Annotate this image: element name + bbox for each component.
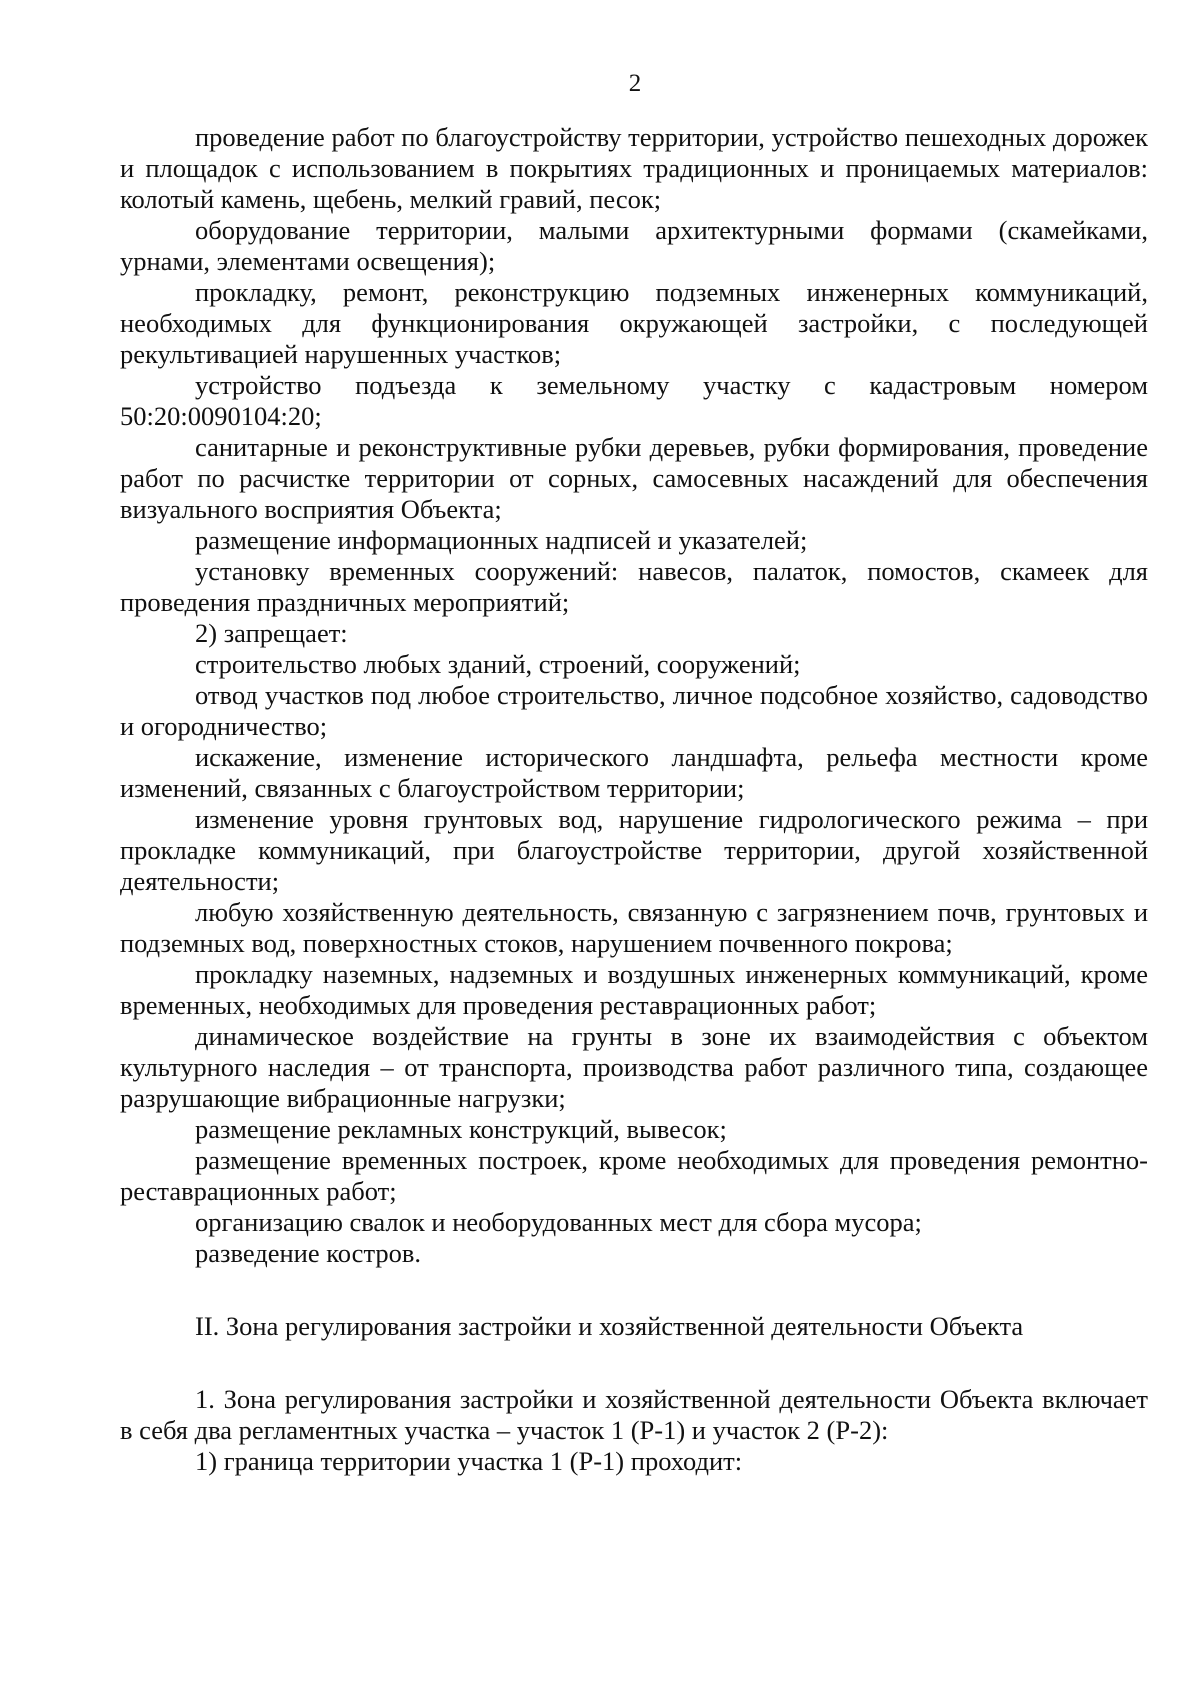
paragraph: разведение костров. (195, 1238, 421, 1268)
paragraph: размещение информационных надписей и указателей; (195, 525, 808, 555)
paragraph: санитарные и реконструктивные рубки деревьев, рубки формирования, проведение работ по расчистке территории от сорных, самосевных насаждений для обеспечения визуального восприятия Объекта; (120, 432, 1148, 524)
section-heading: II. Зона регулирования застройки и хозяйственной деятельности Объекта (195, 1311, 1024, 1341)
paragraph: изменение уровня грунтовых вод, нарушение гидрологического режима – при прокладке коммуникаций, при благоустройстве территории, другой хозяйственной деятельности; (120, 804, 1148, 896)
paragraph: оборудование территории, малыми архитектурными формами (скамейками, урнами, элементами освещения); (120, 215, 1148, 276)
paragraph: размещение рекламных конструкций, вывесок; (195, 1114, 727, 1144)
section-paragraph: 1) граница территории участка 1 (Р-1) проходит: (195, 1446, 743, 1476)
paragraph: 2) запрещает: (195, 618, 348, 648)
paragraph: отвод участков под любое строительство, личное подсобное хозяйство, садоводство и огородничество; (120, 680, 1148, 741)
paragraph: установку временных сооружений: навесов, палаток, помостов, скамеек для проведения праздничных мероприятий; (120, 556, 1148, 617)
page-number: 2 (628, 70, 642, 97)
paragraph: динамическое воздействие на грунты в зоне их взаимодействия с объектом культурного наследия – от транспорта, производства работ различного типа, создающее разрушающие вибрационные нагрузки; (120, 1021, 1148, 1113)
paragraph: устройство подъезда к земельному участку с кадастровым номером 50:20:0090104:20; (120, 370, 1148, 431)
paragraph: размещение временных построек, кроме необходимых для проведения ремонтно-реставрационных работ; (120, 1145, 1148, 1206)
paragraph: искажение, изменение исторического ландшафта, рельефа местности кроме изменений, связанных с благоустройством территории; (120, 742, 1148, 803)
paragraph: организацию свалок и необорудованных мест для сбора мусора; (195, 1207, 922, 1237)
section-paragraph: 1. Зона регулирования застройки и хозяйственной деятельности Объекта включает в себя два регламентных участка – участок 1 (Р-1) и участок 2 (Р-2): (120, 1384, 1148, 1445)
paragraph: строительство любых зданий, строений, сооружений; (195, 649, 801, 679)
paragraph: прокладку, ремонт, реконструкцию подземных инженерных коммуникаций, необходимых для функционирования окружающей застройки, с последующей рекультивацией нарушенных участков; (120, 277, 1148, 369)
document-body (120, 122, 1148, 1477)
paragraph: любую хозяйственную деятельность, связанную с загрязнением почв, грунтовых и подземных вод, поверхностных стоков, нарушением почвенного покрова; (120, 897, 1148, 958)
paragraph: прокладку наземных, надземных и воздушных инженерных коммуникаций, кроме временных, необходимых для проведения реставрационных работ; (120, 959, 1148, 1020)
paragraph: проведение работ по благоустройству территории, устройство пешеходных дорожек и площадок с использованием в покрытиях традиционных и проницаемых материалов: колотый камень, щебень, мелкий гравий, песок; (120, 122, 1148, 214)
